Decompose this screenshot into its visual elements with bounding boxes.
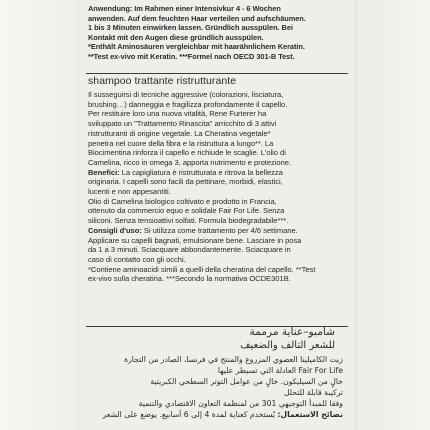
- german-line-6: **Test ex-vivo mit Keratin. ***Formel nach OECD 301-B Test.: [88, 51, 295, 61]
- italian-line-18: caso di contatto con gli occhi.: [88, 254, 186, 264]
- german-line-4: Kontakt mit den Augen diese gründlich ausspülen.: [88, 32, 264, 42]
- italian-line-8: Camelina, ricco in omega 3, apporta nutrimento e protezione.: [88, 157, 291, 167]
- italian-footnote-1: *Contiene aminoacidi simili a quelli della cheratina del capello. **Test: [88, 264, 316, 274]
- german-line-2: anwenden. Auf dem feuchten Haar verteilen und aufschäumen.: [88, 13, 306, 23]
- italian-benefits: Benefici: La capigliatura è ristrutturata e ritrova la bellezza: [88, 167, 283, 177]
- arabic-subtitle: للشعر التالف والضعيف: [240, 340, 335, 351]
- italian-line-13: ottenuto da commercio equo e solidale Fair For Life. Senza: [88, 206, 285, 216]
- italian-line-1: Il susseguirsi di tecniche aggressive (colorazioni, lisciatura,: [88, 90, 284, 99]
- german-line-3: 1 bis 3 Minuten einwirken lassen. Gründlich ausspülen. Bei: [88, 23, 293, 33]
- italian-line-17: da 1 a 3 minuti. Sciacquare abbondantemente. Sciacquare in: [88, 245, 291, 255]
- arabic-line-2: Fair For Life العادلة التي تسيطر عليها: [217, 366, 343, 375]
- arabic-line-3: خالٍ من السيليكون. خالٍ من عوامل التوتر السطحي الكبريتية: [150, 377, 343, 386]
- german-instructions: [88, 4, 342, 62]
- background-left: [0, 0, 78, 430]
- italian-line-16: Applicare su capelli bagnati, emulsionare bene. Lasciare in posa: [88, 235, 302, 245]
- italian-line-14: siliconi. Senza tensioattivi solfati. Formula biodegradabile***.: [88, 216, 289, 226]
- italian-line-5: ristrutturanti di origine vegetale. La Cheratina vegetale*: [88, 128, 271, 138]
- italian-line-11: lucenti e non appesantiti.: [88, 187, 171, 197]
- italian-description: [88, 90, 344, 284]
- italian-line-4: sviluppato un "Trattamento Rinascita" arricchito di 3 attivi: [88, 119, 277, 129]
- italian-line-2: brushing…) danneggia e fragilizza profondamente il capello.: [88, 99, 288, 109]
- arabic-usage: نصائح الاستعمال: يُستخدم كعناية لمدة 4 إلى 6 أسابيع. يوضع على الشعر: [102, 410, 343, 419]
- arabic-line-4: تركيبة قابلة للتحلل: [283, 388, 343, 397]
- italian-line-3: Per restituire loro una nuova vitalità, Rene Furterer ha: [88, 109, 267, 119]
- arabic-line-1: زيت الكاميلينا العضوي المزروع والمنتج في فرنسا، الصادر من التجارة: [124, 355, 343, 364]
- arabic-title: شامبو–عناية مرممة: [249, 326, 335, 338]
- arabic-description: [87, 354, 343, 420]
- italian-line-7: Biocimentina rinforza il capello e richiude le scaglie. L'olio di: [88, 148, 286, 158]
- italian-title: shampoo trattante ristrutturante: [88, 75, 237, 87]
- arabic-line-5: وفقا للمبدأ التوجيهي 301 من لمنظمة التعاون الاقتصادي والتنمية: [138, 399, 343, 408]
- italian-usage: Consigli d'uso: Si utilizza come trattamento per 4/6 settimane.: [88, 225, 298, 235]
- product-label: [78, 0, 356, 430]
- italian-line-6: penetra nel cuore della fibra e la ristruttura a lungo**. La: [88, 138, 274, 148]
- italian-line-10: originaria. I capelli sono facili da pettinare, morbidi, elastici,: [88, 177, 283, 187]
- italian-line-12: Olio di Camelina biologico coltivato e prodotto in Francia,: [88, 196, 277, 206]
- german-line-1: Anwendung: Im Rahmen einer Intensivkur 4 - 6 Wochen: [88, 4, 281, 13]
- background-right: [356, 0, 430, 430]
- german-line-5: *Enthält Aminosäuren vergleichbar mit haarähnlichem Keratin.: [88, 42, 305, 52]
- italian-footnote-2: ex-vivo sulla cheratina. ***Secondo la normativa OCDE301B.: [88, 274, 291, 284]
